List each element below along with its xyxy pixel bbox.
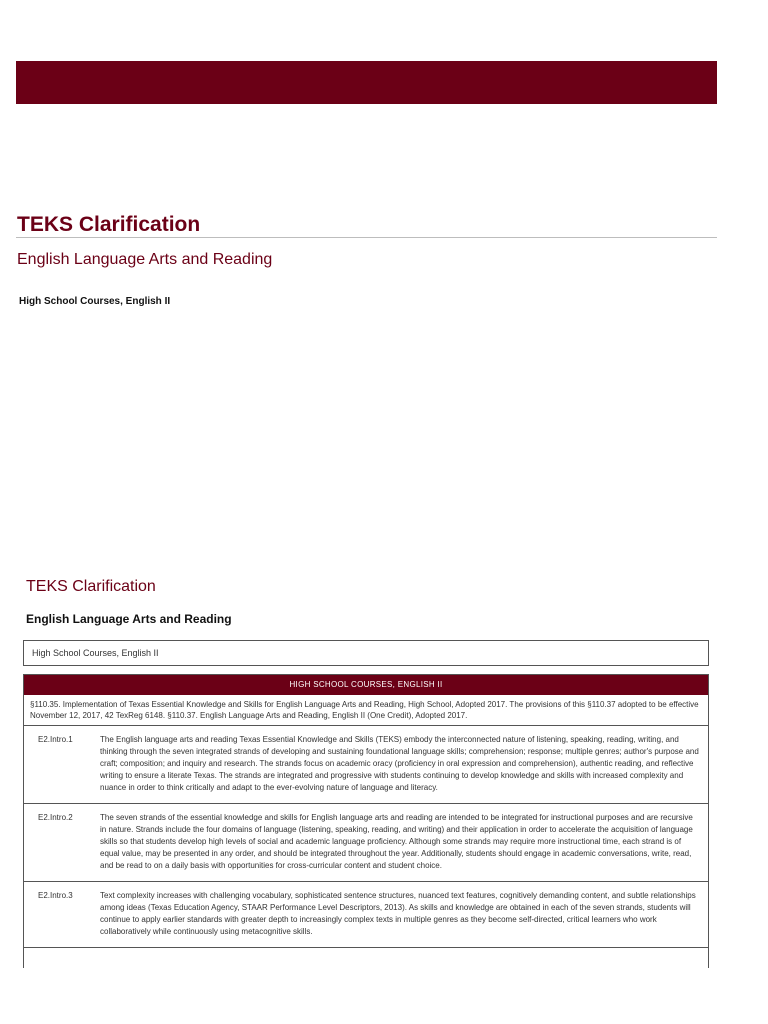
top-banner	[16, 61, 717, 104]
row-code: E2.Intro.1	[38, 735, 73, 744]
table-row	[24, 726, 708, 804]
table-intro: §110.35. Implementation of Texas Essential Knowledge and Skills for English Language Arts and Reading, High School, Adopted 2017. The provisions of this §110.37 adopted to be effective November 12, 2017, 42 TexReg 6148. §110.37. English Language Arts and Reading, English II (One Credit), Adopted 2017.	[24, 695, 708, 726]
table-row	[24, 882, 708, 948]
page-title: TEKS Clarification	[17, 213, 201, 236]
row-code: E2.Intro.2	[38, 813, 73, 822]
row-text: Text complexity increases with challenging vocabulary, sophisticated sentence structures, nuanced text features, cognitively demanding content, and subtle relationships among ideas (Texas Education Agency, STAAR Performance Level Descriptors, 2013). As skills and knowledge are obtained in each of the seven strands, students will continue to apply earlier standards with greater depth to increasingly complex texts in multiple genres as they become self-directed, critical learners who work collaboratively while continuously using metacognitive skills.	[100, 891, 696, 936]
course-box: High School Courses, English II	[23, 640, 709, 666]
section-title: TEKS Clarification	[26, 578, 156, 595]
table-heading: HIGH SCHOOL COURSES, ENGLISH II	[24, 675, 708, 695]
course-label: High School Courses, English II	[19, 296, 171, 307]
title-divider	[16, 237, 717, 238]
teks-table	[23, 674, 709, 968]
row-text: The seven strands of the essential knowledge and skills for English language arts and reading are intended to be integrated for instructional purposes and are recursive in nature. Strands include the four domains of language (listening, speaking, reading, and writing) and their application in order to accelerate the acquisition of language skills so that students develop high levels of social and academic language proficiency. Although some strands may require more instructional time, each strand is of equal value, may be presented in any order, and should be integrated throughout the year. Additionally, students should engage in academic conversations, write, read, and be read to on a daily basis with opportunities for cross-curricular content and student choice.	[100, 813, 693, 870]
table-row	[24, 804, 708, 882]
row-text: The English language arts and reading Texas Essential Knowledge and Skills (TEKS) embody the interconnected nature of listening, speaking, reading, writing, and thinking through the seven integrated strands of developing and sustaining foundational language skills; comprehension; response; multiple genres; author's purpose and craft; composition; and inquiry and research. The strands focus on academic oracy (proficiency in oral expression and comprehension), authentic reading, and reflective writing to ensure a literate Texas. The strands are integrated and progressive with students continuing to develop knowledge and skills with increased complexity and nuance in order to think critically and adapt to the ever-evolving nature of language and literacy.	[100, 735, 699, 792]
section-subtitle: English Language Arts and Reading	[26, 612, 232, 626]
page-subtitle: English Language Arts and Reading	[17, 251, 273, 268]
row-code: E2.Intro.3	[38, 891, 73, 900]
